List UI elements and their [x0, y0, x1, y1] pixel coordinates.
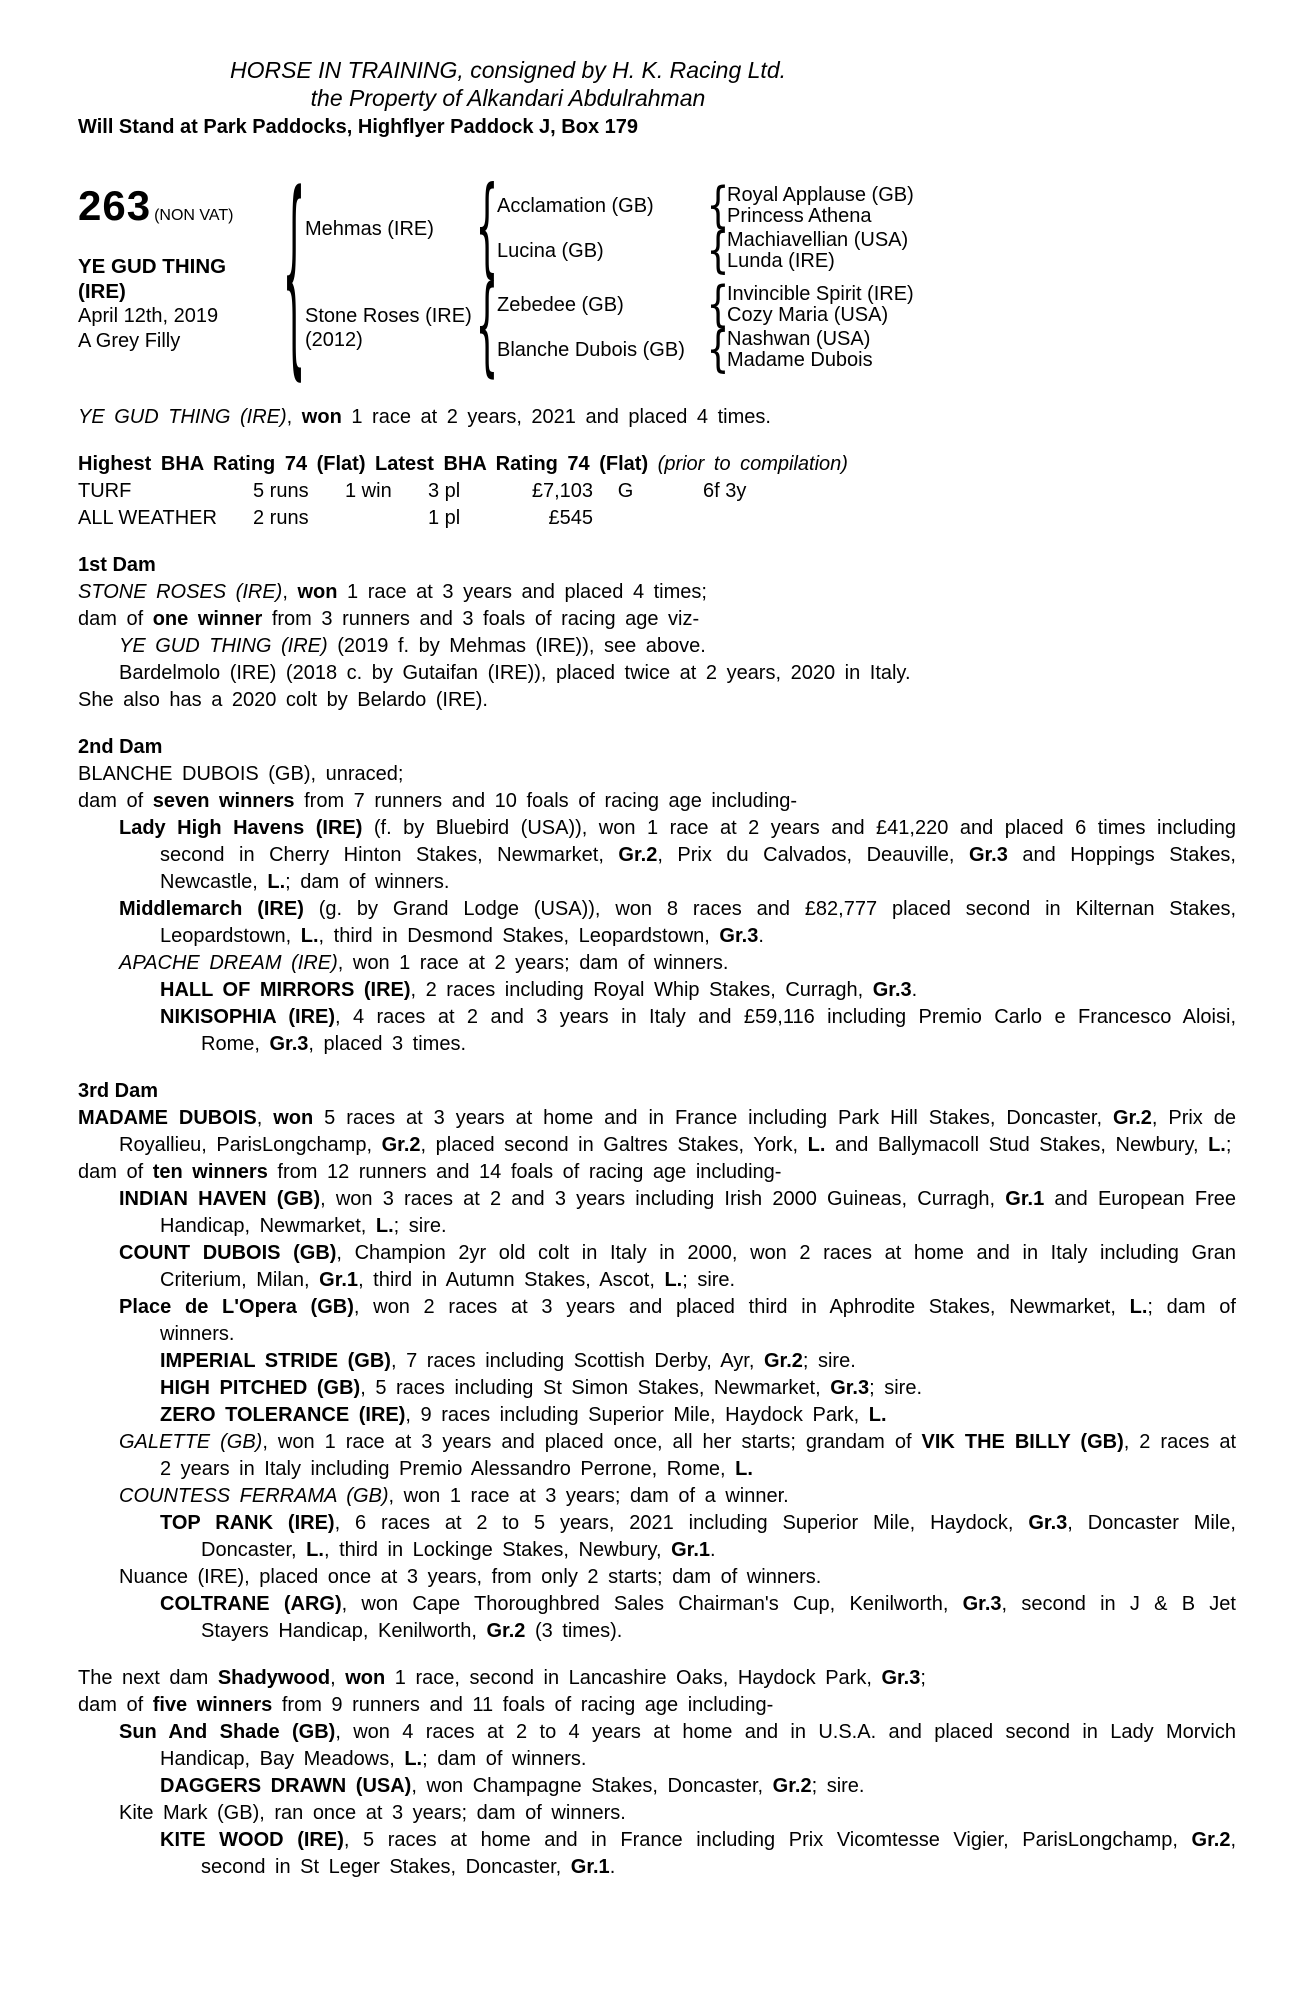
catalogue-paragraph: [78, 1827, 1236, 1881]
text-segment: Kite Mark (GB), ran once at 3 years; dam of winners.: [119, 1802, 626, 1824]
text-segment: Gr.2: [381, 1134, 421, 1156]
race-record-cell: 1 pl: [428, 507, 461, 529]
section-heading: 2nd Dam: [78, 736, 163, 758]
race-record-cell: 5 runs: [253, 480, 309, 502]
text-segment: Gr.3: [830, 1377, 870, 1399]
text-segment: ; sire.: [869, 1377, 923, 1399]
text-segment: from 9 runners and 11 foals of racing age including-: [272, 1694, 774, 1716]
colour-sex: A Grey Filly: [78, 330, 181, 352]
text-segment: won: [273, 1107, 314, 1129]
brace-icon: {: [706, 277, 730, 333]
text-segment: Highest BHA Rating 74 (Flat) Latest BHA Rating 74 (Flat): [78, 453, 658, 475]
text-segment: , second in J & B Jet Stayers Handicap, Kenilworth,: [201, 1593, 1236, 1642]
text-segment: , won 2 races at 3 years and placed third in Aphrodite Stakes, Newmarket,: [353, 1296, 1130, 1318]
pedigree-branch: [497, 277, 914, 333]
great-grandparent-name: Princess Athena: [727, 205, 872, 227]
text-segment: Bardelmolo (IRE) (2018 c. by Gutaifan (IRE)), placed twice at 2 years, 2020 in Italy.: [119, 662, 911, 684]
race-record-cell: 2 runs: [253, 507, 309, 529]
brace-icon: {: [706, 223, 730, 279]
race-record-cell: [658, 505, 703, 532]
sire-branch: [305, 167, 914, 290]
great-grandparent-name: Machiavellian (USA): [727, 229, 909, 251]
catalogue-paragraph: [78, 660, 1236, 687]
text-segment: ,: [286, 406, 302, 428]
text-segment: Gr.3: [872, 979, 912, 1001]
text-segment: VIK THE BILLY (GB): [921, 1431, 1124, 1453]
section-heading: 3rd Dam: [78, 1080, 159, 1102]
text-segment: L.: [306, 1539, 324, 1561]
text-segment: Sun And Shade (GB): [119, 1721, 336, 1743]
text-segment: ; sire.: [802, 1350, 856, 1372]
text-segment: , won 4 races at 2 to 4 years at home and in U.S.A. and placed second in Lady Morvich Handicap, Bay Meadows,: [160, 1721, 1236, 1770]
catalogue-paragraph: [78, 606, 1236, 633]
great-grandparents: [727, 329, 873, 371]
catalogue-paragraph: [78, 579, 1236, 606]
text-segment: one winner: [152, 608, 263, 630]
text-segment: .: [710, 1539, 716, 1561]
catalogue-paragraph: [78, 788, 1236, 815]
text-segment: COLTRANE (ARG): [160, 1593, 342, 1615]
text-segment: and Hoppings Stakes, Newcastle,: [160, 844, 1236, 893]
catalogue-paragraph: [78, 633, 1236, 660]
text-segment: BLANCHE DUBOIS (GB), unraced;: [78, 763, 404, 785]
catalogue-paragraph: [78, 1105, 1236, 1159]
horse-name: [78, 254, 283, 304]
catalogue-paragraph: [78, 451, 1236, 478]
text-segment: and Ballymacoll Stud Stakes, Newbury,: [825, 1134, 1209, 1156]
text-segment: , third in Lockinge Stakes, Newbury,: [323, 1539, 672, 1561]
text-segment: Lady High Havens (IRE): [119, 817, 363, 839]
text-segment: , won Champagne Stakes, Doncaster,: [411, 1775, 773, 1797]
text-segment: .: [609, 1856, 616, 1878]
text-segment: Gr.2: [486, 1620, 526, 1642]
race-record-cell: 6f 3y: [703, 480, 747, 502]
text-segment: , 2 races at 2 years in Italy including Premio Alessandro Perrone, Rome,: [160, 1431, 1237, 1480]
brace-icon: {: [706, 178, 730, 234]
text-segment: , third in Autumn Stakes, Ascot,: [358, 1269, 665, 1291]
pedigree-tree: [282, 155, 914, 401]
header-center: [78, 56, 938, 112]
text-segment: , 6 races at 2 to 5 years, 2021 including Superior Mile, Haydock,: [334, 1512, 1029, 1534]
text-segment: ; dam of winners.: [160, 1296, 1236, 1345]
text-segment: from 7 runners and 10 foals of racing age including-: [294, 790, 798, 812]
pedigree-branch: [497, 178, 914, 234]
text-segment: ZERO TOLERANCE (IRE): [160, 1404, 406, 1426]
dam-branch: [305, 266, 914, 389]
sire-name-block: [305, 217, 477, 241]
catalogue-paragraph: [78, 1510, 1236, 1564]
text-segment: (g. by Grand Lodge (USA)), won 8 races and £82,777 placed second in Kilternan Stakes, Leopardstown,: [160, 898, 1236, 947]
text-segment: NIKISOPHIA (IRE): [160, 1006, 336, 1028]
location-line: Will Stand at Park Paddocks, Highflyer Paddock J, Box 179: [78, 116, 638, 138]
great-grandparent-name: Madame Dubois: [727, 349, 873, 371]
text-segment: dam of: [78, 1694, 153, 1716]
catalogue-paragraph: [78, 404, 1236, 431]
text-segment: , won 1 race at 3 years and placed once, all her starts; grandam of: [262, 1431, 922, 1453]
catalogue-paragraph: [78, 1348, 1236, 1375]
catalogue-paragraph: [78, 1800, 1236, 1827]
text-segment: Gr.2: [763, 1350, 803, 1372]
text-segment: ;: [920, 1667, 926, 1689]
race-record-cell: 1 win: [345, 480, 392, 502]
page-header: [78, 56, 1236, 140]
lot-section: [78, 155, 1236, 401]
text-segment: dam of: [78, 790, 153, 812]
text-segment: , 5 races including St Simon Stakes, Newmarket,: [360, 1377, 831, 1399]
text-segment: The next dam: [78, 1667, 218, 1689]
race-record-cell: [593, 505, 658, 532]
text-segment: L.: [1129, 1296, 1148, 1318]
race-record-cell: ALL WEATHER: [78, 507, 217, 529]
text-segment: , Prix du Calvados, Deauville,: [657, 844, 969, 866]
owner-line: the Property of Alkandari Abdulrahman: [310, 85, 706, 111]
catalogue-paragraph: [78, 1665, 1236, 1692]
text-segment: Gr.3: [881, 1667, 921, 1689]
race-record-cell: [345, 505, 428, 532]
text-segment: DAGGERS DRAWN (USA): [160, 1775, 412, 1797]
text-segment: GALETTE (GB): [119, 1431, 263, 1453]
text-segment: 1 race at 3 years and placed 4 times;: [337, 581, 707, 603]
text-segment: , won 3 races at 2 and 3 years including Irish 2000 Guineas, Curragh,: [320, 1188, 1006, 1210]
catalogue-paragraph: [78, 1591, 1236, 1645]
text-segment: Shadywood: [217, 1667, 331, 1689]
great-grandparent-name: Invincible Spirit (IRE): [727, 283, 914, 305]
text-segment: ,: [256, 1107, 274, 1129]
brace-icon: {: [475, 167, 499, 290]
text-segment: (prior to compilation): [657, 453, 848, 475]
text-segment: , 5 races at home and in France including Prix Vicomtesse Vigier, ParisLongchamp,: [343, 1829, 1192, 1851]
section-heading: 1st Dam: [78, 554, 156, 576]
text-segment: , second in St Leger Stakes, Doncaster,: [201, 1829, 1237, 1878]
lot-info: [78, 182, 283, 354]
dam-name: Stone Roses (IRE): [305, 304, 472, 327]
text-segment: won: [301, 406, 342, 428]
text-segment: five winners: [152, 1694, 273, 1716]
text-segment: , placed second in Galtres Stakes, York,: [420, 1134, 808, 1156]
horse-name-line1: YE GUD THING: [78, 255, 227, 278]
catalogue-paragraph: [78, 1564, 1236, 1591]
text-segment: Gr.1: [671, 1539, 710, 1561]
text-segment: won: [297, 581, 338, 603]
text-segment: Nuance (IRE), placed once at 3 years, from only 2 starts; dam of winners.: [119, 1566, 822, 1588]
dam-sire-name: Zebedee (GB): [497, 294, 624, 316]
catalogue-paragraph: [78, 1186, 1236, 1240]
great-grandparents: [727, 185, 914, 227]
text-segment: from 3 runners and 3 foals of racing age viz-: [262, 608, 700, 630]
catalogue-paragraph: [78, 761, 1236, 788]
foal-date: April 12th, 2019: [78, 305, 219, 327]
text-segment: Gr.1: [319, 1269, 359, 1291]
text-segment: L.: [807, 1134, 826, 1156]
text-segment: TOP RANK (IRE): [160, 1512, 335, 1534]
great-grandparent-name: Cozy Maria (USA): [727, 304, 889, 326]
text-segment: Gr.2: [1112, 1107, 1152, 1129]
text-segment: Place de L'Opera (GB): [119, 1296, 354, 1318]
text-segment: , 7 races including Scottish Derby, Ayr,: [390, 1350, 764, 1372]
text-segment: , Champion 2yr old colt in Italy in 2000, won 2 races at home and in Italy including Gran Criterium, Milan,: [160, 1242, 1236, 1291]
text-segment: dam of: [78, 608, 153, 630]
text-segment: Gr.3: [962, 1593, 1002, 1615]
text-segment: STONE ROSES (IRE): [78, 581, 283, 603]
dam-name-block: [305, 304, 477, 352]
catalogue-paragraph: [78, 1773, 1236, 1800]
catalogue-body: [78, 404, 1236, 1881]
catalogue-paragraph: [78, 815, 1236, 896]
brace-icon: {: [706, 322, 730, 378]
vat-note: (NON VAT): [154, 207, 234, 224]
text-segment: (3 times).: [525, 1620, 623, 1642]
text-segment: IMPERIAL STRIDE (GB): [160, 1350, 391, 1372]
catalogue-paragraph: [78, 1004, 1236, 1058]
great-grandparent-name: Royal Applause (GB): [727, 184, 914, 206]
text-segment: Gr.3: [1028, 1512, 1068, 1534]
catalogue-paragraph: [78, 1402, 1236, 1429]
text-segment: and European Free Handicap, Newmarket,: [160, 1188, 1236, 1237]
sire-name: Mehmas (IRE): [305, 217, 434, 240]
text-segment: won: [345, 1667, 386, 1689]
catalogue-paragraph: [78, 1429, 1236, 1483]
race-record-row: [78, 478, 1236, 505]
text-segment: ; dam of winners.: [422, 1748, 587, 1770]
catalogue-paragraph: [78, 1294, 1236, 1348]
text-segment: ten winners: [152, 1161, 268, 1183]
text-segment: HALL OF MIRRORS (IRE): [160, 979, 411, 1001]
text-segment: L.: [404, 1748, 423, 1770]
text-segment: (f. by Bluebird (USA)), won 1 race at 2 years and £41,220 and placed 6 times including second in Cherry Hinton Stakes, Newmarket,: [160, 817, 1236, 866]
text-segment: Gr.3: [719, 925, 759, 947]
text-segment: INDIAN HAVEN (GB): [119, 1188, 321, 1210]
horse-name-line2: (IRE): [78, 280, 126, 303]
text-segment: YE GUD THING (IRE): [78, 406, 287, 428]
catalogue-paragraph: [78, 1159, 1236, 1186]
race-record-cell: G: [617, 480, 634, 502]
pedigree-branch: [497, 223, 914, 279]
text-segment: Gr.1: [1005, 1188, 1045, 1210]
consignor-line: HORSE IN TRAINING, consigned by H. K. Racing Ltd.: [229, 57, 787, 83]
text-segment: ,: [330, 1667, 346, 1689]
catalogue-paragraph: [78, 687, 1236, 714]
text-segment: , 9 races including Superior Mile, Haydock Park,: [405, 1404, 869, 1426]
sire-dam-name: Lucina (GB): [497, 240, 604, 262]
text-segment: MADAME DUBOIS: [78, 1107, 257, 1129]
race-record-cell: £545: [548, 507, 593, 529]
text-segment: L.: [375, 1215, 394, 1237]
text-segment: seven winners: [152, 790, 295, 812]
text-segment: Gr.2: [772, 1775, 812, 1797]
catalogue-paragraph: [78, 950, 1236, 977]
text-segment: ;: [1225, 1134, 1232, 1156]
dam-parents-stack: [497, 277, 914, 378]
text-segment: APACHE DREAM (IRE): [119, 952, 338, 974]
text-segment: She also has a 2020 colt by Belardo (IRE).: [78, 689, 488, 711]
text-segment: , won 1 race at 2 years; dam of winners.: [337, 952, 729, 974]
text-segment: Gr.3: [269, 1033, 309, 1055]
pedigree-branch: [497, 322, 914, 378]
text-segment: L.: [267, 871, 286, 893]
text-segment: .: [911, 979, 918, 1001]
text-segment: , 4 races at 2 and 3 years in Italy and £59,116 including Premio Carlo e Francesco Aloisi, Rome,: [201, 1006, 1236, 1055]
text-segment: Gr.2: [618, 844, 658, 866]
race-record-row: [78, 505, 1236, 532]
catalogue-paragraph: [78, 1483, 1236, 1510]
great-grandparent-name: Nashwan (USA): [727, 328, 871, 350]
text-segment: COUNTESS FERRAMA (GB): [119, 1485, 389, 1507]
race-record-cell: TURF: [78, 480, 132, 502]
text-segment: .: [758, 925, 764, 947]
text-segment: Gr.3: [968, 844, 1008, 866]
catalogue-paragraph: [78, 977, 1236, 1004]
text-segment: HIGH PITCHED (GB): [160, 1377, 361, 1399]
catalogue-paragraph: [78, 1375, 1236, 1402]
great-grandparents: [727, 230, 908, 272]
text-segment: L.: [300, 925, 319, 947]
text-segment: ; dam of winners.: [285, 871, 450, 893]
great-grandparents: [727, 284, 914, 326]
text-segment: L.: [664, 1269, 683, 1291]
sire-parents-stack: [497, 178, 914, 279]
text-segment: L.: [868, 1404, 887, 1426]
race-record-cell: £7,103: [531, 480, 593, 502]
race-record-table: [78, 478, 1236, 532]
text-segment: (2019 f. by Mehmas (IRE)), see above.: [327, 635, 706, 657]
great-grandparent-name: Lunda (IRE): [727, 250, 835, 272]
text-segment: COUNT DUBOIS (GB): [119, 1242, 337, 1264]
lot-number: 263: [78, 182, 152, 229]
text-segment: , won 1 race at 3 years; dam of a winner.: [388, 1485, 789, 1507]
dam-year: (2012): [305, 328, 363, 351]
text-segment: ; sire.: [811, 1775, 865, 1797]
dam-dam-name: Blanche Dubois (GB): [497, 339, 685, 361]
pedigree-gen1-stack: [305, 167, 914, 389]
catalogue-paragraph: [78, 1719, 1236, 1773]
text-segment: Gr.2: [1191, 1829, 1231, 1851]
text-segment: L.: [1208, 1134, 1226, 1156]
text-segment: dam of: [78, 1161, 153, 1183]
text-segment: Middlemarch (IRE): [119, 898, 304, 920]
lot-number-line: [78, 182, 283, 230]
text-segment: , Prix de Royallieu, ParisLongchamp,: [119, 1107, 1236, 1156]
text-segment: 1 race at 2 years, 2021 and placed 4 times.: [341, 406, 771, 428]
text-segment: L.: [735, 1458, 753, 1480]
text-segment: 1 race, second in Lancashire Oaks, Haydock Park,: [385, 1667, 882, 1689]
text-segment: ,: [282, 581, 298, 603]
brace-icon: {: [475, 266, 499, 389]
catalogue-paragraph: [78, 1692, 1236, 1719]
text-segment: Gr.1: [570, 1856, 610, 1878]
text-segment: 5 races at 3 years at home and in France including Park Hill Stakes, Doncaster,: [313, 1107, 1113, 1129]
text-segment: YE GUD THING (IRE): [119, 635, 328, 657]
text-segment: from 12 runners and 14 foals of racing age including-: [267, 1161, 782, 1183]
catalogue-paragraph: [78, 896, 1236, 950]
text-segment: , third in Desmond Stakes, Leopardstown,: [318, 925, 720, 947]
catalogue-paragraph: [78, 1240, 1236, 1294]
text-segment: , Doncaster Mile, Doncaster,: [201, 1512, 1236, 1561]
text-segment: KITE WOOD (IRE): [160, 1829, 344, 1851]
grandsire-name: Acclamation (GB): [497, 195, 654, 217]
text-segment: ; sire.: [682, 1269, 736, 1291]
race-record-cell: 3 pl: [428, 480, 461, 502]
text-segment: ; sire.: [393, 1215, 447, 1237]
brace-icon: {: [282, 155, 306, 401]
text-segment: , placed 3 times.: [308, 1033, 467, 1055]
text-segment: , won Cape Thoroughbred Sales Chairman's Cup, Kenilworth,: [341, 1593, 963, 1615]
text-segment: , 2 races including Royal Whip Stakes, Curragh,: [410, 979, 873, 1001]
